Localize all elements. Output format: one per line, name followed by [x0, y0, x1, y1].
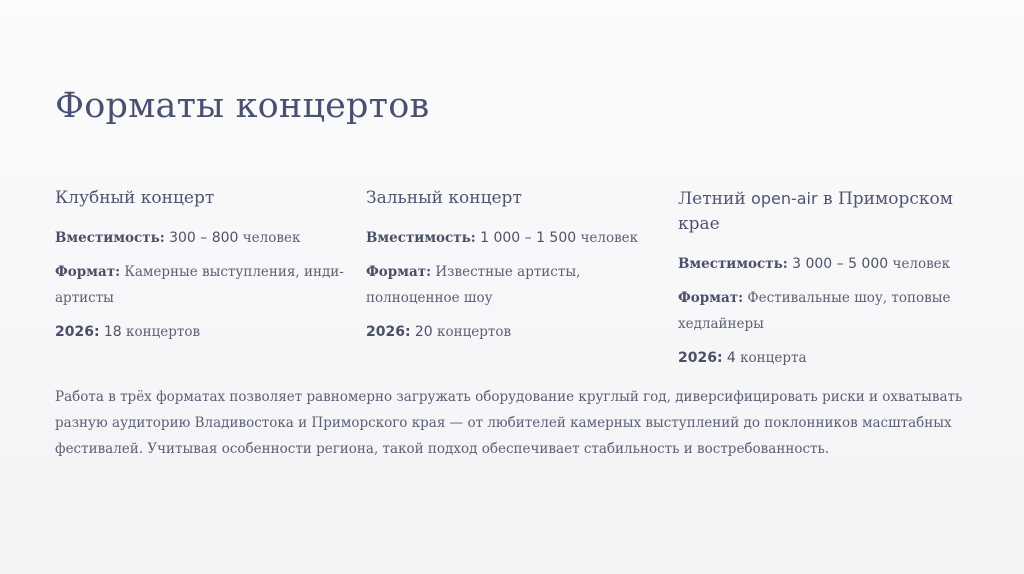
- capacity-unit: человек: [242, 230, 301, 246]
- format-label: Формат:: [678, 290, 744, 306]
- title-before: Летний: [678, 189, 752, 209]
- capacity-row: [55, 225, 345, 251]
- year-row: [366, 319, 656, 345]
- year-count: 20: [414, 324, 433, 340]
- year-label: 2026:: [678, 350, 723, 366]
- format-row: [366, 259, 656, 311]
- format-card-club: [55, 186, 345, 353]
- capacity-value: 3 000 – 5 000: [792, 256, 889, 272]
- capacity-value: 300 – 800: [169, 230, 239, 246]
- capacity-label: Вместимость:: [55, 230, 165, 246]
- year-label: 2026:: [366, 324, 411, 340]
- year-unit: концерта: [740, 350, 807, 366]
- page-title: Форматы концертов: [55, 86, 430, 126]
- format-card-title: Клубный концерт: [55, 188, 215, 208]
- year-unit: концертов: [437, 324, 512, 340]
- year-count: 18: [103, 324, 122, 340]
- capacity-value: 1 000 – 1 500: [480, 230, 577, 246]
- capacity-unit: человек: [892, 256, 951, 272]
- format-label: Формат:: [366, 264, 432, 280]
- title-after: в Приморском крае: [678, 189, 953, 234]
- year-count: 4: [726, 350, 736, 366]
- summary-paragraph: Работа в трёх форматах позволяет равномерно загружать оборудование круглый год, диверсифицировать риски и охватывать разную аудиторию Владивостока и Приморского края — от любителей камерных выступлений до поклонников масштабных фестивалей. Учитывая особенности региона, такой подход обеспечивает стабильность и востребованность.: [55, 389, 963, 457]
- format-card-title: [678, 186, 978, 237]
- capacity-label: Вместимость:: [678, 256, 788, 272]
- capacity-label: Вместимость:: [366, 230, 476, 246]
- capacity-unit: человек: [580, 230, 639, 246]
- format-text: Камерные выступления, инди-артисты: [55, 264, 344, 306]
- format-row: [678, 285, 978, 337]
- capacity-row: [678, 251, 978, 277]
- year-unit: концертов: [126, 324, 201, 340]
- title-open-air: open-air: [751, 189, 818, 208]
- format-text: Фестивальные шоу, топовые хедлайнеры: [678, 290, 951, 332]
- capacity-row: [366, 225, 656, 251]
- year-label: 2026:: [55, 324, 100, 340]
- format-card-open-air: [678, 186, 978, 379]
- format-card-title: Зальный концерт: [366, 188, 522, 208]
- format-label: Формат:: [55, 264, 121, 280]
- format-row: [55, 259, 345, 311]
- year-row: [678, 345, 978, 371]
- format-text: Известные артисты, полноценное шоу: [366, 264, 581, 306]
- year-row: [55, 319, 345, 345]
- format-card-hall: [366, 186, 656, 353]
